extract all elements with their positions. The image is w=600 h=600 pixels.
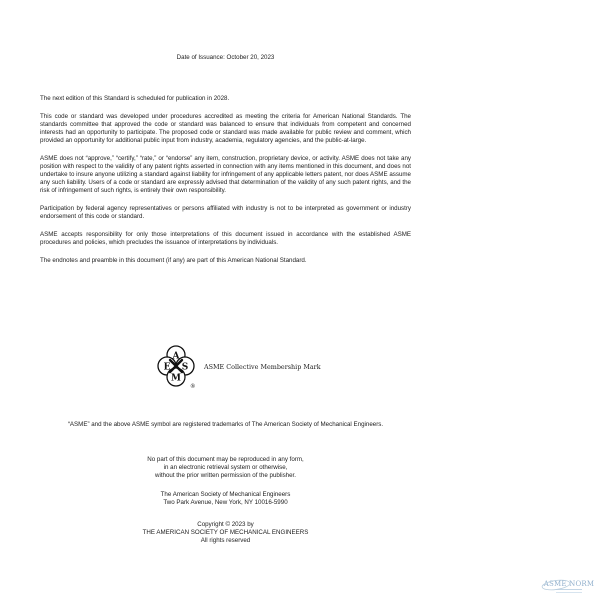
membership-mark-caption: ASME Collective Membership Mark bbox=[204, 363, 321, 371]
paragraph-endnotes: The endnotes and preamble in this document (if any) are part of this American National Standard. bbox=[40, 257, 307, 264]
paragraph-accreditation: This code or standard was developed under procedures accredited as meeting the criteria for American National Standards. The standards committee that approved the code or standard was balanced to ensure that individuals from competent and concerned interests had an opportunity to participate. The proposed code or standard was made available for public review and comment, which provided an opportunity for additional public input from industry, academia, regulatory agencies, and the public-at-large. bbox=[40, 113, 411, 144]
membership-mark-row bbox=[156, 344, 321, 390]
emblem-letter-e: E bbox=[163, 362, 171, 373]
paragraph-interpretations: ASME accepts responsibility for only those interpretations of this document issued in accordance with the established ASME procedures and policies, which precludes the issuance of interpretations by individuals. bbox=[40, 231, 411, 246]
emblem-letter-s: S bbox=[181, 362, 189, 373]
emblem-letter-a: A bbox=[172, 351, 180, 362]
publisher-name: The American Society of Mechanical Engineers bbox=[160, 491, 291, 498]
body-paragraphs bbox=[40, 95, 411, 275]
publisher-address bbox=[40, 491, 411, 507]
watermark-subline bbox=[556, 589, 582, 593]
emblem-letter-m: M bbox=[171, 373, 181, 384]
rights-reserved-line: All rights reserved bbox=[200, 537, 251, 544]
asme-emblem-icon bbox=[156, 344, 196, 390]
publisher-street-address: Two Park Avenue, New York, NY 10016-5990 bbox=[163, 499, 288, 506]
asme-norm-watermark bbox=[542, 580, 596, 597]
reproduction-notice-line: in an electronic retrieval system or otherwise, bbox=[163, 464, 288, 471]
copyright-year-line: Copyright © 2023 by bbox=[197, 521, 254, 528]
date-of-issuance: Date of Issuance: October 20, 2023 bbox=[176, 54, 275, 61]
copyright-notice bbox=[40, 521, 411, 545]
reproduction-notice-line: No part of this document may be reproduced in any form, bbox=[147, 456, 304, 463]
paragraph-disclaimer: ASME does not “approve,” “certify,” “rate,” or “endorse” any item, construction, proprietary device, or activity. ASME does not take any position with respect to the validity of any patent rights asserted in connection with any items mentioned in this document, and does not undertake to insure anyone utilizing a standard against liability for infringement of any applicable letters patent, nor does ASME assume any such liability. Users of a code or standard are expressly advised that determination of the validity of any such patent rights, and the risk of infringement of such rights, is entirely their own responsibility. bbox=[40, 155, 411, 194]
watermark-text: ASME NORM bbox=[543, 580, 595, 588]
paragraph-next-edition: The next edition of this Standard is scheduled for publication in 2028. bbox=[40, 95, 230, 102]
paragraph-federal-participation: Participation by federal agency representatives or persons affiliated with industry is not to be interpreted as government or industry endorsement of this code or standard. bbox=[40, 205, 411, 220]
reproduction-notice bbox=[40, 456, 411, 480]
trademark-notice: “ASME” and the above ASME symbol are registered trademarks of The American Society of Mechanical Engineers. bbox=[67, 421, 384, 428]
registered-trademark-symbol: ® bbox=[190, 384, 196, 390]
copyright-holder-line: THE AMERICAN SOCIETY OF MECHANICAL ENGINEERS bbox=[142, 529, 309, 536]
reproduction-notice-line: without the prior written permission of the publisher. bbox=[154, 472, 296, 479]
